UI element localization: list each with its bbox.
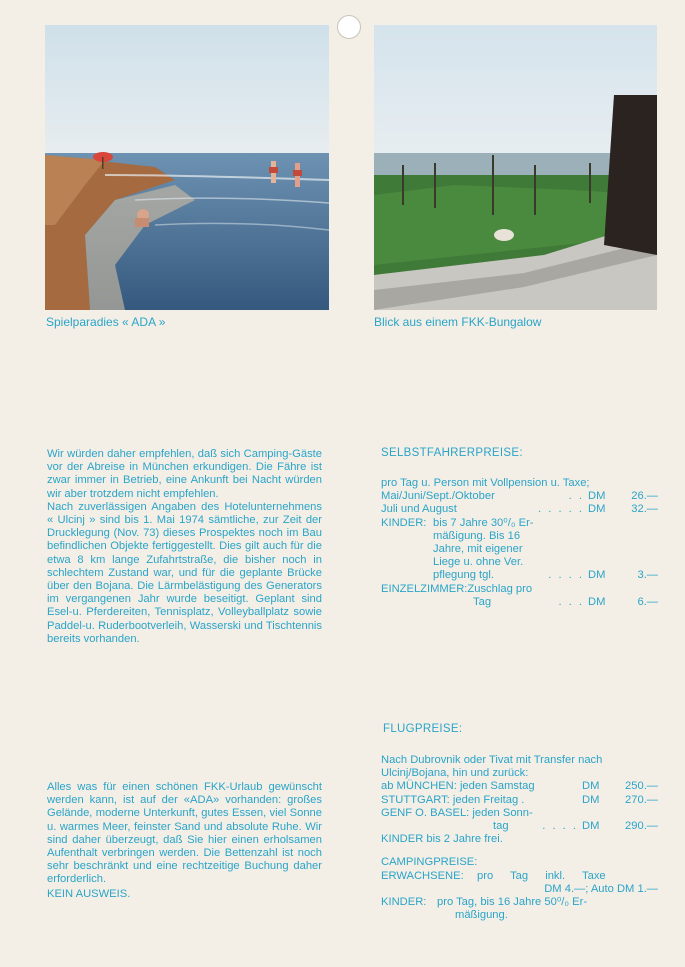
price-row: ab MÜNCHEN: jeden Samstag DM 250.—: [381, 780, 658, 793]
camping-heading: CAMPINGPREISE:: [381, 856, 478, 869]
paragraph-hotel-info: Nach zuverlässigen Angaben des Hotelunternehmens « Ulcinj » sind bis 1. Mai 1974 sämtliche, zur Zeit der Drucklegung (Nov. 73) dieses Prospektes noch im Bau befindlichen Objekte fertiggestellt. Dies gilt auch für die etwa 8 km lange Zufahrtstraße, die bisher noch in schlechtem Zustand war, und für die geplante Brücke über den Bojana. Die Lärmbelästigung des Generators im vergangenen Jahr wurde beseitigt. Geplant sind Esel-u. Pferdereiten, Tennisplatz, Volleyballplatz sowie Paddel-u. Ruderbootverleih, Wasserski und Tischtennis bereits vorhanden.: [47, 500, 322, 645]
bungalow-view-photo: [374, 25, 657, 310]
price-row: pflegung tgl. . . . . DM 3.—: [433, 569, 658, 582]
no-id-notice: KEIN AUSWEIS.: [47, 887, 131, 900]
info-column-top: [47, 448, 322, 646]
beach-photo: [45, 25, 329, 310]
paragraph-fkk-holiday: Alles was für einen schönen FKK-Urlaub gewünscht werden kann, ist auf der «ADA» vorhanden: großes Gelände, moderne Unterkunft, gutes Essen, viel Sonne u. warmes Meer, feinster Sand und absolute Ruhe. Wir sind daher überzeugt, daß Sie hier einen erholsamen Aufenthalt verbringen werden. Die Bettenzahl ist noch sehr beschränkt und eine rechtzeitige Buchung daher erforderlich.: [47, 781, 322, 886]
paragraph-camping-advice: Wir würden daher empfehlen, daß sich Camping-Gäste vor der Abreise in München erkundigen. Die Fähre ist zwar immer in Betrieb, eine Ankunft bei Nacht würden wir aber trotzdem nicht empfehlen.: [47, 448, 322, 500]
price-row: Tag . . . DM 6.—: [473, 595, 658, 608]
price-row: Juli und August . . . . . DM 32.—: [381, 503, 658, 516]
punch-hole: [337, 15, 361, 39]
caption-right: Blick aus einem FKK-Bungalow: [374, 315, 542, 329]
kinder-discount: KINDER: bis 7 Jahre 30⁰/₀ Er-: [381, 516, 534, 529]
selbstfahrer-heading: SELBSTFAHRERPREISE:: [381, 447, 523, 459]
selbstfahrer-price-table: pro Tag u. Person mit Vollpension u. Taxe; Mai/Juni/Sept./Oktober . . DM 26.— Juli und August . . . . . DM 32.— KINDER: bis 7 Jahre 30⁰/₀ Er- mäßigung. Bis 16 Jahre, mit eigener Liege u. ohne Ver. pflegung tgl. . . . . DM 3.— EINZELZIMMER: Zuschlag pro Tag . . . DM 6.—: [381, 477, 658, 608]
camping-kinder: KINDER: pro Tag, bis 16 Jahre 50⁰/₀ Er-: [381, 896, 588, 909]
flug-kinder: KINDER bis 2 Jahre frei.: [381, 833, 503, 846]
flug-intro: Nach Dubrovnik oder Tivat mit Transfer nach Ulcinj/Bojana, hin und zurück:: [381, 754, 603, 780]
einzelzimmer-surcharge: EINZELZIMMER: Zuschlag pro: [381, 582, 533, 595]
price-intro: pro Tag u. Person mit Vollpension u. Taxe;: [381, 477, 590, 489]
price-row: STUTTGART: jeden Freitag . DM 270.—: [381, 793, 658, 806]
flugpreise-table: Nach Dubrovnik oder Tivat mit Transfer nach Ulcinj/Bojana, hin und zurück: ab MÜNCHEN: jeden Samstag DM 250.— STUTTGART: jeden Freitag . DM 270.— GENF O. BASEL: jeden Sonn- tag . . . . DM 290.— KINDER bis 2 Jahre frei. CAMPINGPREISE: ERWACHSENE: pro Tag inkl. Taxe DM 4.—; Auto DM 1.— KINDER: pro Tag, bis 16 Jahre 50⁰/₀ Er- mäßigung.: [381, 754, 658, 922]
flugpreise-heading: FLUGPREISE:: [383, 723, 463, 735]
beach-illustration: [45, 25, 329, 310]
camping-adult: ERWACHSENE: pro Tag inkl. Taxe: [381, 869, 606, 882]
price-row: tag . . . . DM 290.—: [493, 820, 658, 833]
caption-left: Spielparadies « ADA »: [46, 315, 166, 329]
bungalow-illustration: [374, 25, 657, 310]
price-row: Mai/Juni/Sept./Oktober . . DM 26.—: [381, 490, 658, 503]
info-column-bottom: [47, 781, 322, 901]
